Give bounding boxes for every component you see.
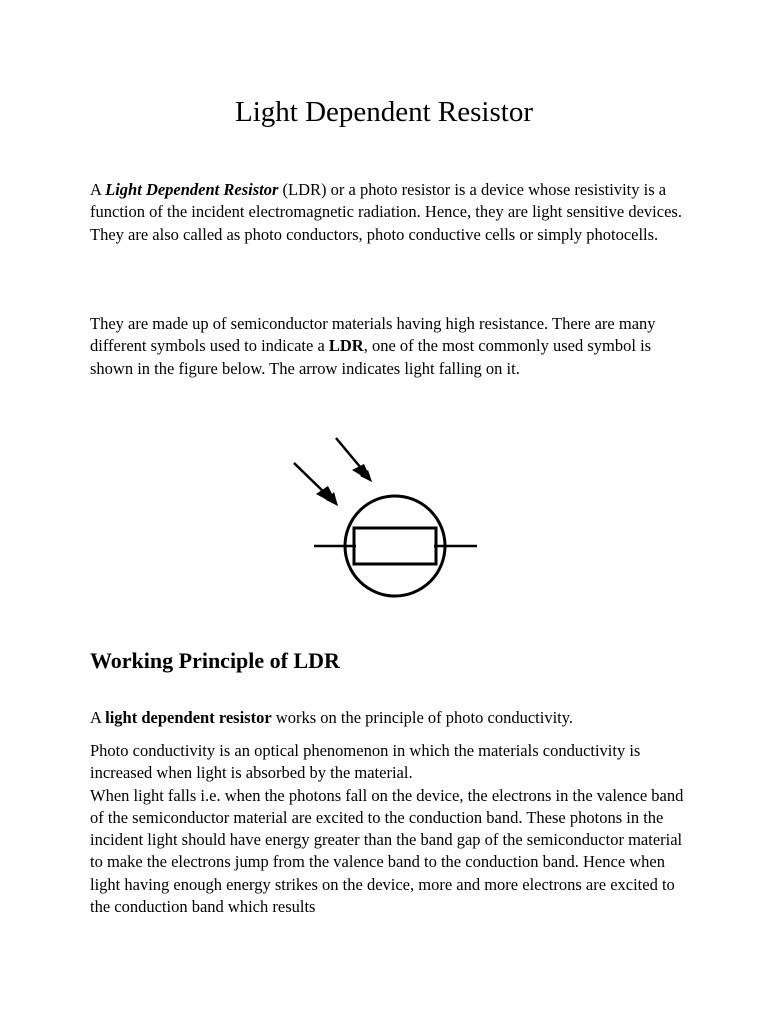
ldr-circle (345, 496, 445, 596)
intro-term: Light Dependent Resistor (105, 180, 279, 199)
materials-text-end: , one of the most commonly used symbol is shown in the figure below. The arrow indicates light falling on it. (90, 336, 652, 378)
materials-paragraph (90, 313, 690, 380)
principle-term: light dependent resistor (105, 708, 272, 727)
principle-text-end: works on the principle of photo conductivity. (271, 708, 574, 727)
materials-text-start: They are made up of semiconductor materials having high resistance. There are many different symbols used to indicate a (90, 314, 656, 356)
intro-paragraph (90, 179, 690, 246)
principle-paragraph (90, 707, 690, 729)
principle-text-start: A (90, 708, 106, 727)
intro-text-start: A (90, 180, 106, 199)
explanation-line-2: When light falls i.e. when the photons fall on the device, the electrons in the valence band of the semiconductor material are excited to the conduction band. These photons in the incident light should have energy greater than the band gap of the semiconductor material to make the electrons jump from the valence band to the conduction band. Hence when light having enough energy strikes on the device, more and more electrons are excited to the conduction band which results (90, 785, 684, 917)
page-title: Light Dependent Resistor (234, 96, 533, 128)
section-heading: Working Principle of LDR (90, 648, 340, 673)
explanation-paragraph (90, 740, 690, 918)
intro-text-end: (LDR) or a photo resistor is a device whose resistivity is a function of the incident electromagnetic radiation. Hence, they are light sensitive devices. They are also called as photo conductors, photo conductive cells or simply photocells. (90, 180, 682, 244)
ldr-resistor-body (354, 528, 436, 564)
explanation-line-1: Photo conductivity is an optical phenomenon in which the materials conductivity is increased when light is absorbed by the material. (90, 741, 641, 783)
ldr-figure (290, 430, 490, 605)
materials-term: LDR (328, 336, 364, 356)
ldr-symbol-icon (290, 430, 490, 605)
